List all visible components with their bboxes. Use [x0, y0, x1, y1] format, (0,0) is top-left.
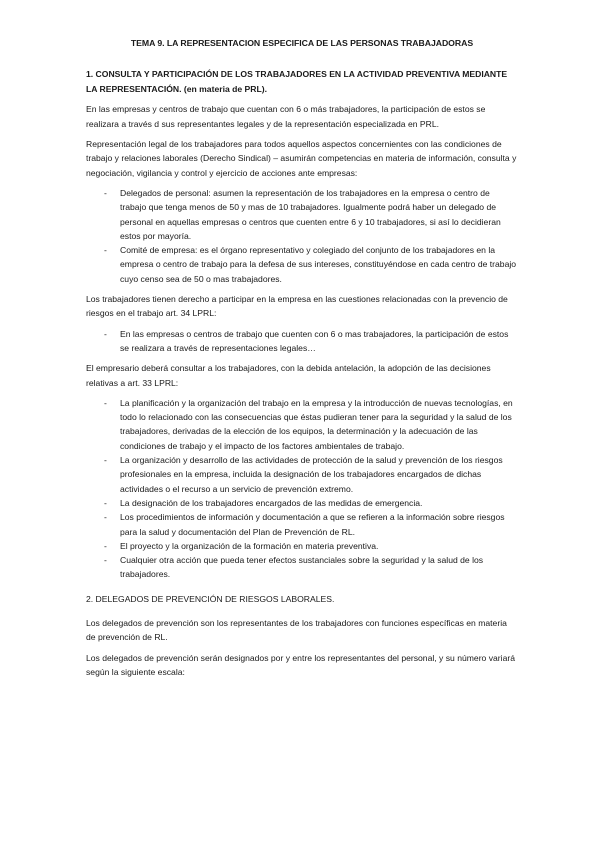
dash-bullet: - [104, 187, 107, 198]
dash-bullet: - [104, 497, 107, 508]
dash-bullet: - [104, 512, 107, 523]
list-item [86, 553, 518, 582]
participation-list [86, 327, 518, 356]
section1-paragraph-3: Los trabajadores tienen derecho a participar en la empresa en las cuestiones relacionadas con la prevencio de riesgos en el trabajo art. 34 LPRL: [86, 294, 508, 319]
list-item-text: La designación de los trabajadores encargados de las medidas de emergencia. [120, 497, 423, 508]
consultation-list [86, 396, 518, 582]
dash-bullet: - [104, 455, 107, 466]
section1-paragraph-2: Representación legal de los trabajadores para todos aquellos aspectos concernientes con las condiciones de trabajo y relaciones laborales (Derecho Sindical) – asumirán competencias en materia de información, consulta y negociación, vigilancia y control y ejercicio de acciones ante empresas: [86, 139, 517, 178]
dash-bullet: - [104, 328, 107, 339]
list-item [86, 243, 518, 286]
list-item-text: Cualquier otra acción que pueda tener efectos sustanciales sobre la seguridad y la salud de los trabajadores. [120, 555, 484, 580]
list-item-text: La organización y desarrollo de las actividades de protección de la salud y prevención de los riesgos profesionales en la empresa, incluida la designación de los trabajadores encargados de dichas actividades o el recurso a un servicio de prevención extremo. [120, 455, 503, 494]
list-item [86, 186, 518, 243]
list-item-text: Comité de empresa: es el órgano representativo y colegiado del conjunto de los trabajadores en la empresa o centro de trabajo para la defesa de sus intereses, constituyéndose en cada centro de trabajo cuyo censo sea de 50 o mas trabajadores. [120, 245, 517, 284]
section1-heading: 1. CONSULTA Y PARTICIPACIÓN DE LOS TRABAJADORES EN LA ACTIVIDAD PREVENTIVA MEDIANTE LA REPRESENTACIÓN. (en materia de PRL). [86, 69, 508, 94]
list-item [86, 396, 518, 453]
section2-paragraph-2: Los delegados de prevención serán designados por y entre los representantes del personal, y su número variará según la siguiente escala: [86, 652, 515, 677]
list-item-text: Delegados de personal: asumen la representación de los trabajadores en la empresa o centro de trabajo que tenga menos de 50 y mas de 10 trabajadores. Igualmente podrá haber un delegado de personal en aquellas empresas o centros que cuenten entre 6 y 10 trabajadores, si así lo decidieran estos por mayoría. [120, 187, 501, 241]
dash-bullet: - [104, 555, 107, 566]
dash-bullet: - [104, 540, 107, 551]
list-item [86, 510, 518, 539]
list-item [86, 453, 518, 496]
list-item-text: En las empresas o centros de trabajo que cuenten con 6 o mas trabajadores, la participación de estos se realizara a través de representaciones legales… [120, 328, 509, 353]
section1-paragraph-4: El empresario deberá consultar a los trabajadores, con la debida antelación, la adopción de las decisiones relativas a art. 33 LPRL: [86, 363, 491, 388]
list-item [86, 327, 518, 356]
dash-bullet: - [104, 397, 107, 408]
representation-list [86, 186, 518, 286]
list-item [86, 539, 518, 553]
list-item-text: Los procedimientos de información y documentación a que se refieren a la información sobre riesgos para la salud y documentación del Plan de Prevención de RL. [120, 512, 505, 537]
list-item [86, 496, 518, 510]
section2-paragraph-1: Los delegados de prevención son los representantes de los trabajadores con funciones específicas en materia de prevención de RL. [86, 617, 507, 643]
document-page [86, 36, 518, 685]
section1-paragraph-1: En las empresas y centros de trabajo que cuentan con 6 o más trabajadores, la participación de estos se realizara a través d sus representantes legales y de la representación especializada en PRL. [86, 104, 486, 129]
dash-bullet: - [104, 245, 107, 256]
list-item-text: La planificación y la organización del trabajo en la empresa y la introducción de nuevas tecnologías, en todo lo relacionado con las consecuencias que éstas pudieran tener para la seguridad y la salud de los trabajadores, derivadas de la elección de los equipos, la determinación y la adecuación de las condiciones de trabajo y el impacto de los factores ambientales de trabajo. [120, 397, 513, 451]
list-item-text: El proyecto y la organización de la formación en materia preventiva. [120, 540, 379, 551]
section2-heading: 2. DELEGADOS DE PREVENCIÓN DE RIESGOS LABORALES. [86, 593, 335, 604]
document-title: TEMA 9. LA REPRESENTACION ESPECIFICA DE LAS PERSONAS TRABAJADORAS [130, 38, 474, 48]
